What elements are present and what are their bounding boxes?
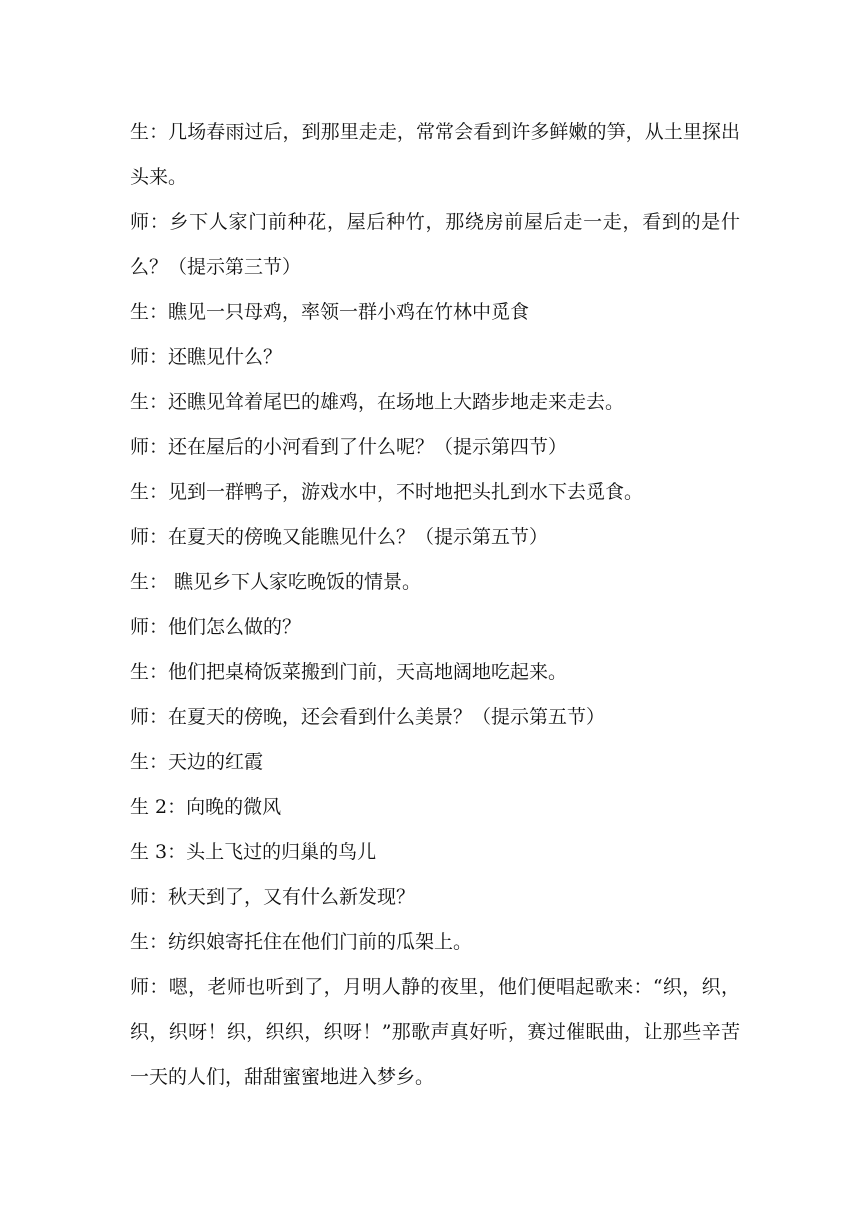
paragraph: 师：还瞧见什么？ [130, 346, 283, 368]
paragraph: 生：几场春雨过后，到那里走走，常常会看到许多鲜嫩的笋，从土里探出头来。 [130, 121, 740, 188]
paragraph: 生：天边的红霞 [130, 751, 264, 773]
paragraph: 生： 瞧见乡下人家吃晚饭的情景。 [130, 571, 422, 593]
document-body [130, 110, 740, 1100]
paragraph: 师：秋天到了，又有什么新发现？ [130, 886, 416, 908]
paragraph: 生：瞧见一只母鸡，率领一群小鸡在竹林中觅食 [130, 301, 530, 323]
paragraph: 师：乡下人家门前种花，屋后种竹，那绕房前屋后走一走，看到的是什么？（提示第三节） [130, 211, 740, 278]
paragraph: 师：嗯，老师也听到了，月明人静的夜里，他们便唱起歌来：“织，织，织，织呀！织，织织，织呀！”那歌声真好听，赛过催眠曲，让那些辛苦一天的人们，甜甜蜜蜜地进入梦乡。 [130, 976, 740, 1088]
paragraph: 生：还瞧见耸着尾巴的雄鸡，在场地上大踏步地走来走去。 [130, 391, 625, 413]
paragraph: 生：见到一群鸭子，游戏水中，不时地把头扎到水下去觅食。 [130, 481, 644, 503]
paragraph: 生 2：向晚的微风 [130, 796, 282, 818]
paragraph: 师：在夏天的傍晚，还会看到什么美景？（提示第五节） [130, 706, 606, 728]
paragraph: 生：他们把桌椅饭菜搬到门前，天高地阔地吃起来。 [130, 661, 568, 683]
paragraph: 师：在夏天的傍晚又能瞧见什么？（提示第五节） [130, 526, 549, 548]
paragraph: 师：他们怎么做的？ [130, 616, 302, 638]
paragraph: 师：还在屋后的小河看到了什么呢？（提示第四节） [130, 436, 568, 458]
paragraph: 生：纺织娘寄托住在他们门前的瓜架上。 [130, 931, 473, 953]
paragraph: 生 3：头上飞过的归巢的鸟儿 [130, 841, 377, 863]
